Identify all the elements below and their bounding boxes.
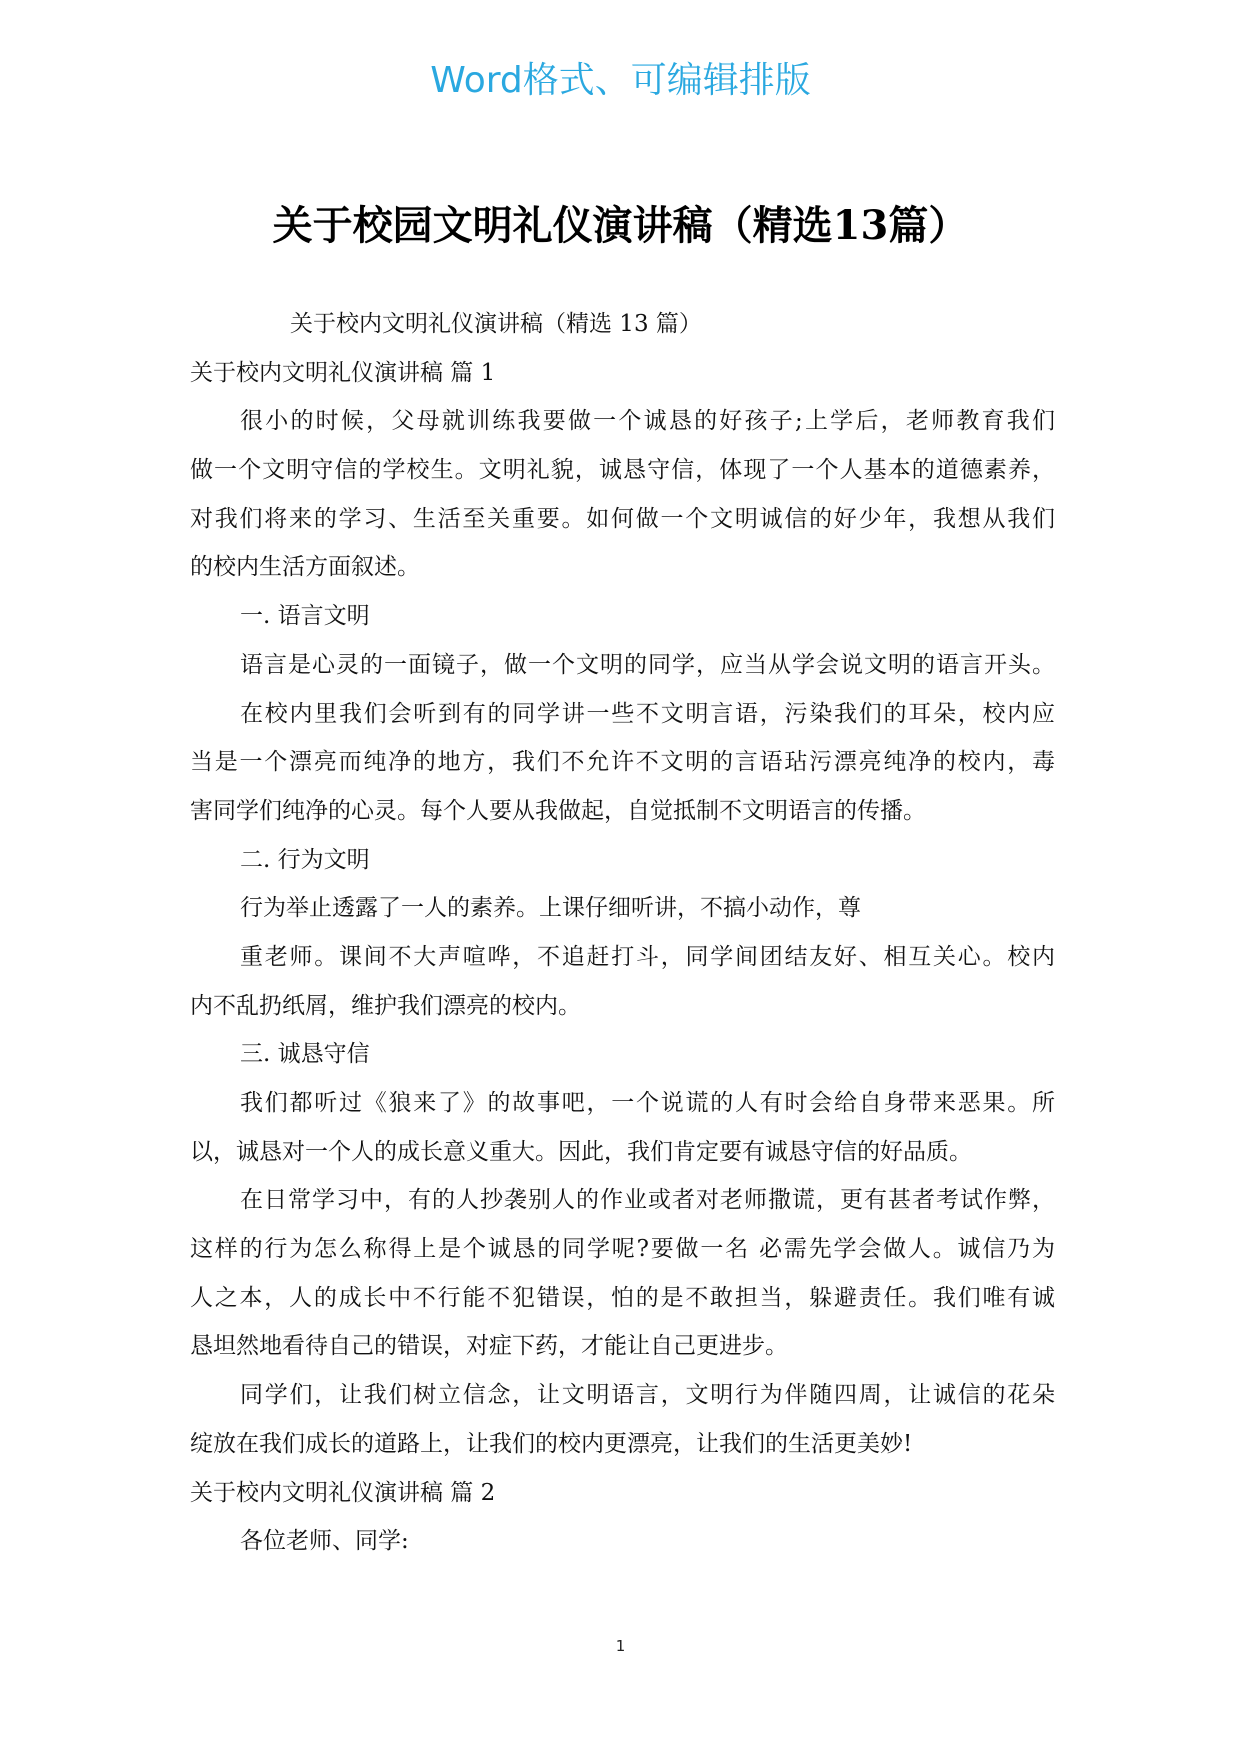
- paragraph-line: 行为举止透露了一人的素养。上课仔细听讲，不搞小动作，尊: [240, 895, 861, 922]
- paragraph-line: 我们都听过《狼来了》的故事吧，一个说谎的人有时会给自身带来恶果。所: [240, 1090, 1055, 1116]
- watermark-banner: Word格式、可编辑排版: [430, 60, 811, 101]
- paragraph-line: 以，诚恳对一个人的成长意义重大。因此，我们肯定要有诚恳守信的好品质。: [190, 1138, 972, 1165]
- paragraph-line: 恳坦然地看待自己的错误，对症下药，才能让自己更进步。: [190, 1333, 788, 1360]
- paragraph-line: 重老师。课间不大声喧哗，不追赶打斗，同学间团结友好、相互关心。校内: [240, 943, 1055, 970]
- paragraph-line: 在校内里我们会听到有的同学讲一些不文明言语，污染我们的耳朵，校内应: [240, 700, 1055, 727]
- document-subtitle: 关于校内文明礼仪演讲稿（精选 13 篇）: [290, 311, 702, 337]
- paragraph-line: 当是一个漂亮而纯净的地方，我们不允许不文明的言语玷污漂亮纯净的校内，毒: [190, 749, 1055, 776]
- subheading: 一. 语言文明: [240, 603, 370, 630]
- paragraph-line: 害同学们纯净的心灵。每个人要从我做起，自觉抵制不文明语言的传播。: [190, 797, 926, 824]
- paragraph-line: 各位老师、同学:: [240, 1528, 409, 1555]
- paragraph-line: 做一个文明守信的学校生。文明礼貌，诚恳守信，体现了一个人基本的道德素养，: [190, 457, 1055, 484]
- paragraph-line: 绽放在我们成长的道路上，让我们的校内更漂亮，让我们的生活更美妙!: [190, 1430, 913, 1457]
- section-heading: 关于校内文明礼仪演讲稿 篇 1: [190, 359, 496, 386]
- paragraph-line: 在日常学习中，有的人抄袭别人的作业或者对老师撒谎，更有甚者考试作弊，: [240, 1187, 1055, 1214]
- paragraph-line: 这样的行为怎么称得上是个诚恳的同学呢?要做一名 必需先学会做人。诚信乃为: [190, 1236, 1055, 1263]
- paragraph-line: 语言是心灵的一面镜子，做一个文明的同学，应当从学会说文明的语言开头。: [240, 651, 1055, 678]
- page-number: 1: [615, 1637, 626, 1655]
- subheading: 二. 行为文明: [240, 846, 370, 873]
- document-body: [190, 300, 1055, 1566]
- section-heading: 关于校内文明礼仪演讲稿 篇 2: [190, 1479, 496, 1506]
- document-title: 关于校园文明礼仪演讲稿（精选13篇）: [272, 202, 969, 249]
- subheading: 三. 诚恳守信: [240, 1041, 370, 1068]
- paragraph-line: 对我们将来的学习、生活至关重要。如何做一个文明诚信的好少年，我想从我们: [190, 505, 1055, 532]
- paragraph-line: 的校内生活方面叙述。: [190, 554, 420, 581]
- paragraph-line: 同学们，让我们树立信念，让文明语言，文明行为伴随四周，让诚信的花朵: [240, 1382, 1055, 1409]
- paragraph-line: 人之本，人的成长中不行能不犯错误，怕的是不敢担当，躲避责任。我们唯有诚: [190, 1284, 1055, 1311]
- paragraph-line: 很小的时候，父母就训练我要做一个诚恳的好孩子;上学后，老师教育我们: [240, 408, 1055, 435]
- paragraph-line: 内不乱扔纸屑，维护我们漂亮的校内。: [190, 992, 581, 1019]
